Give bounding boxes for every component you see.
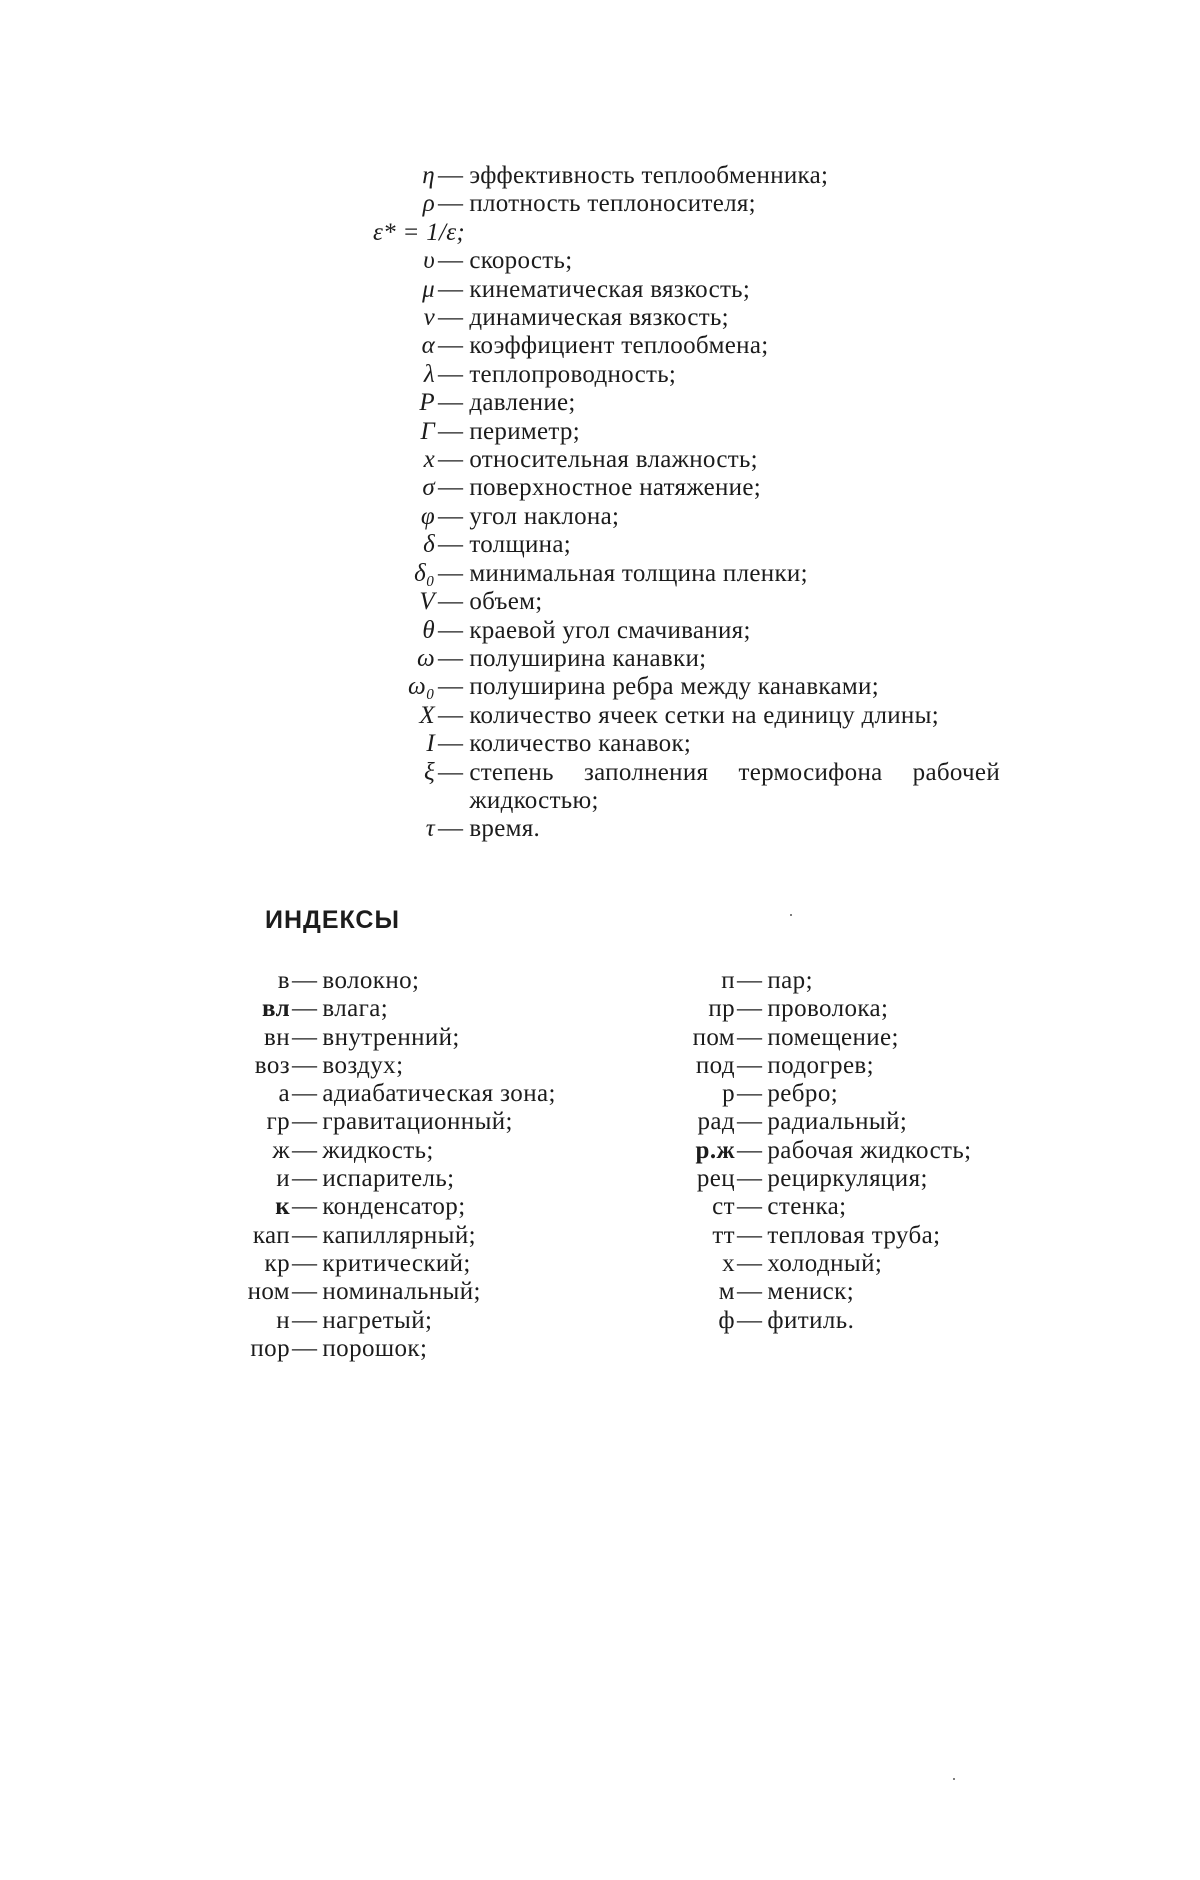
index-row: [210, 1108, 630, 1136]
symbol: ξ: [423, 758, 435, 786]
symbol-dash: —: [438, 332, 464, 360]
index-code: гр: [266, 1108, 290, 1136]
index-code: ст: [712, 1193, 735, 1221]
symbol-dash: —: [438, 304, 464, 332]
index-row: [210, 967, 630, 995]
index-row: [210, 1052, 630, 1080]
index-row: [210, 1024, 630, 1052]
symbol-row: [340, 418, 1000, 446]
index-description: воздух;: [322, 1051, 404, 1079]
index-description: ребро;: [767, 1080, 839, 1108]
symbol: x: [423, 446, 435, 474]
index-row: [635, 1278, 1055, 1306]
symbol: ω₀: [408, 673, 435, 701]
index-dash: —: [292, 1221, 318, 1249]
index-dash: —: [292, 1193, 318, 1221]
symbol: P: [419, 389, 435, 417]
symbol-row: [340, 190, 1000, 218]
index-row: [635, 1052, 1055, 1080]
index-dash: —: [737, 1221, 763, 1249]
index-dash: —: [737, 1108, 763, 1136]
symbol-dash: —: [438, 758, 464, 786]
index-code: рад: [697, 1108, 735, 1136]
index-description: холодный;: [767, 1249, 883, 1277]
symbol-dash: —: [438, 815, 464, 843]
symbol-row: [340, 446, 1000, 474]
index-code: под: [695, 1051, 735, 1079]
symbol-row: [340, 588, 1000, 616]
symbol-dash: —: [438, 588, 464, 616]
symbol: λ: [423, 360, 435, 388]
symbol-dash: —: [438, 190, 464, 218]
index-description: нагретый;: [322, 1306, 433, 1334]
symbol-dash: —: [438, 502, 464, 530]
index-row: [210, 1250, 630, 1278]
symbol-dash: —: [438, 644, 464, 672]
index-dash: —: [737, 1136, 763, 1164]
symbol-description: кинематическая вязкость;: [469, 275, 751, 303]
symbol-row: [340, 560, 1000, 588]
index-row: [210, 1278, 630, 1306]
index-code: р.ж: [695, 1136, 735, 1164]
symbol-row: [340, 759, 1000, 816]
symbol-row: [340, 162, 1000, 190]
symbol-dash: —: [438, 389, 464, 417]
index-dash: —: [292, 1165, 318, 1193]
index-code: и: [276, 1165, 290, 1193]
index-code: р: [722, 1080, 735, 1108]
symbol-description: краевой угол смачивания;: [469, 616, 751, 644]
index-code: ф: [718, 1306, 735, 1334]
symbol-row: [340, 276, 1000, 304]
index-row: [635, 1108, 1055, 1136]
index-code: м: [718, 1278, 735, 1306]
symbol-description: количество канавок;: [469, 730, 692, 758]
indices-left-column: [210, 967, 630, 1363]
index-row: [635, 1137, 1055, 1165]
index-code: кап: [252, 1221, 290, 1249]
index-description: тепловая труба;: [767, 1221, 941, 1249]
symbol-description: время.: [469, 815, 541, 843]
symbol-dash: —: [438, 417, 464, 445]
symbol-description: угол наклона;: [469, 502, 620, 530]
index-code: пор: [250, 1334, 290, 1362]
index-row: [210, 1193, 630, 1221]
symbol-dash: —: [438, 673, 464, 701]
symbol-description: плотность теплоносителя;: [469, 190, 756, 218]
index-row: [210, 1335, 630, 1363]
symbol: X: [419, 701, 435, 729]
index-row: [635, 1193, 1055, 1221]
index-dash: —: [292, 1278, 318, 1306]
index-row: [635, 1024, 1055, 1052]
index-row: [635, 1250, 1055, 1278]
symbol-description: количество ячеек сетки на единицу длины;: [469, 701, 939, 729]
symbol-dash: —: [438, 247, 464, 275]
index-description: стенка;: [767, 1193, 847, 1221]
symbol-row: [340, 503, 1000, 531]
symbol-description: коэффициент теплообмена;: [469, 332, 769, 360]
symbol: μ: [422, 275, 435, 303]
index-description: жидкость;: [322, 1136, 434, 1164]
index-row: [635, 995, 1055, 1023]
symbol-row: [340, 617, 1000, 645]
index-dash: —: [292, 1080, 318, 1108]
index-description: помещение;: [767, 1023, 899, 1051]
index-code: а: [278, 1080, 290, 1108]
index-dash: —: [292, 995, 318, 1023]
symbol: θ: [422, 616, 435, 644]
index-code: воз: [254, 1051, 290, 1079]
symbol: φ: [420, 502, 435, 530]
index-dash: —: [737, 1278, 763, 1306]
symbol-dash: —: [438, 531, 464, 559]
index-row: [210, 1080, 630, 1108]
symbol: ε* = 1/ε;: [373, 218, 466, 246]
index-dash: —: [737, 1165, 763, 1193]
index-description: критический;: [322, 1249, 471, 1277]
index-code: в: [277, 967, 290, 994]
index-row: [635, 1080, 1055, 1108]
index-dash: —: [737, 1306, 763, 1334]
symbol-dash: —: [438, 701, 464, 729]
symbol: ρ: [422, 190, 435, 218]
symbol: I: [426, 730, 435, 758]
index-row: [635, 1165, 1055, 1193]
symbol-description: динамическая вязкость;: [469, 304, 729, 332]
index-code: вн: [264, 1023, 290, 1051]
symbol-row: [340, 730, 1000, 758]
index-description: рабочая жидкость;: [767, 1136, 972, 1164]
symbol: υ: [423, 247, 435, 275]
index-dash: —: [292, 1108, 318, 1136]
symbol-row: [340, 219, 1000, 247]
symbol-description: поверхностное натяжение;: [469, 474, 761, 502]
symbol-row: [340, 332, 1000, 360]
index-description: влага;: [322, 995, 389, 1023]
index-description: фитиль.: [767, 1306, 855, 1334]
index-row: [210, 1222, 630, 1250]
symbol: σ: [422, 474, 435, 502]
index-code: ж: [272, 1136, 290, 1164]
symbol-dash: —: [438, 474, 464, 502]
symbol-description: эффективность теплообменника;: [469, 162, 829, 189]
index-dash: —: [292, 1306, 318, 1334]
symbol-description: минимальная толщина пленки;: [469, 559, 808, 587]
symbol-dash: —: [438, 730, 464, 758]
symbol-row: [340, 247, 1000, 275]
index-row: [635, 1222, 1055, 1250]
symbol-row: [340, 361, 1000, 389]
index-dash: —: [292, 1249, 318, 1277]
symbol-description: периметр;: [469, 417, 580, 445]
index-dash: —: [737, 1080, 763, 1108]
symbol: τ: [425, 815, 435, 843]
index-code: пр: [708, 995, 735, 1023]
index-description: адиабатическая зона;: [322, 1080, 556, 1108]
symbol-dash: —: [438, 616, 464, 644]
symbol-dash: —: [438, 275, 464, 303]
symbol: δ: [423, 531, 435, 559]
index-description: внутренний;: [322, 1023, 460, 1051]
index-code: х: [722, 1249, 735, 1277]
index-description: рециркуляция;: [767, 1165, 928, 1193]
index-code: п: [721, 967, 735, 994]
symbol-row: [340, 702, 1000, 730]
index-row: [210, 1137, 630, 1165]
index-code: рец: [696, 1165, 735, 1193]
symbol: ν: [423, 304, 435, 332]
symbol-row: [340, 673, 1000, 701]
symbol-row: [340, 389, 1000, 417]
index-code: к: [275, 1193, 290, 1221]
symbols-list: [340, 162, 1000, 844]
symbol-dash: —: [438, 162, 464, 189]
index-dash: —: [292, 1023, 318, 1051]
index-dash: —: [737, 967, 763, 994]
index-description: номинальный;: [322, 1278, 481, 1306]
index-code: тт: [712, 1221, 735, 1249]
symbol: δ₀: [414, 559, 435, 587]
index-description: радиальный;: [767, 1108, 908, 1136]
index-dash: —: [292, 1051, 318, 1079]
index-description: пар;: [767, 967, 813, 994]
index-dash: —: [292, 967, 318, 994]
scan-speck: [790, 914, 792, 916]
symbol-description: полуширина канавки;: [469, 644, 707, 672]
symbol-description: относительная влажность;: [469, 446, 758, 474]
symbol-dash: —: [438, 559, 464, 587]
index-row: [635, 1307, 1055, 1335]
symbol-description: степень заполнения термосифона рабочей жидкостью;: [469, 758, 1000, 814]
symbol-description: давление;: [469, 389, 576, 417]
symbol: V: [419, 588, 435, 616]
symbol: η: [422, 162, 435, 189]
symbol: α: [421, 332, 435, 360]
index-description: проволока;: [767, 995, 889, 1023]
symbol-row: [340, 304, 1000, 332]
index-row: [210, 1165, 630, 1193]
index-dash: —: [292, 1136, 318, 1164]
index-row: [210, 1307, 630, 1335]
index-description: конденсатор;: [322, 1193, 466, 1221]
index-dash: —: [737, 1193, 763, 1221]
symbol-row: [340, 474, 1000, 502]
index-dash: —: [737, 1051, 763, 1079]
index-description: волокно;: [322, 967, 420, 994]
indices-heading: ИНДЕКСЫ: [265, 906, 400, 934]
index-dash: —: [737, 1023, 763, 1051]
index-code: ном: [247, 1278, 290, 1306]
index-dash: —: [737, 1249, 763, 1277]
symbol-dash: —: [438, 360, 464, 388]
symbol-description: теплопроводность;: [469, 360, 677, 388]
index-description: мениск;: [767, 1278, 855, 1306]
index-description: порошок;: [322, 1334, 428, 1362]
index-dash: —: [292, 1334, 318, 1362]
index-code: кр: [264, 1249, 290, 1277]
symbol-row: [340, 815, 1000, 843]
symbol-row: [340, 645, 1000, 673]
symbol-description: скорость;: [469, 247, 573, 275]
symbol-row: [340, 531, 1000, 559]
index-description: капиллярный;: [322, 1221, 476, 1249]
symbol-dash: —: [438, 446, 464, 474]
symbol-description: полуширина ребра между канавками;: [469, 673, 879, 701]
scan-speck: [953, 1778, 955, 1780]
symbol: Г: [420, 417, 435, 445]
index-code: пом: [692, 1023, 735, 1051]
index-code: н: [276, 1306, 290, 1334]
symbol: ω: [417, 644, 435, 672]
index-description: гравитационный;: [322, 1108, 513, 1136]
index-description: испаритель;: [322, 1165, 455, 1193]
index-dash: —: [737, 995, 763, 1023]
indices-right-column: [635, 967, 1055, 1335]
symbol-description: объем;: [469, 588, 543, 616]
index-row: [210, 995, 630, 1023]
index-row: [635, 967, 1055, 995]
index-description: подогрев;: [767, 1051, 874, 1079]
symbol-description: толщина;: [469, 531, 572, 559]
index-code: вл: [262, 995, 290, 1023]
